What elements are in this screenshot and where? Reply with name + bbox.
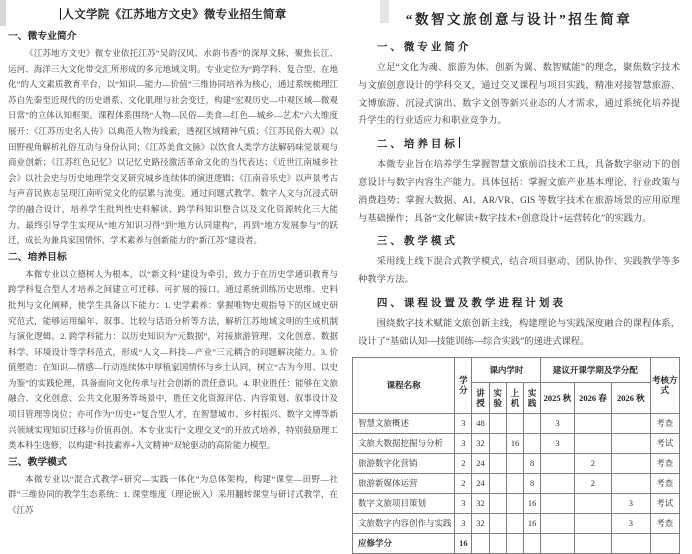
right-section-2-heading-text: 二、培养目标 xyxy=(376,139,458,151)
assessment-cell: 考试 xyxy=(650,433,679,453)
right-section-3-paragraph: 采用线上线下混合式教学模式，结合项目驱动、团队协作、实践教学等多种教学方法。 xyxy=(358,257,680,286)
course-name: 文旅数字内容创作与实践 xyxy=(353,513,455,533)
fall2026-credits-cell xyxy=(612,413,650,433)
fall2026-credits-cell: 3 xyxy=(612,513,650,533)
credits-cell: 3 xyxy=(455,513,472,533)
assessment-cell: 考查 xyxy=(650,453,679,473)
table-row-course-1 xyxy=(353,413,680,433)
fall2025-credits-cell: 3 xyxy=(541,413,574,433)
left-section-1-heading: 一、微专业简介 xyxy=(8,31,77,42)
table-row-total-credits xyxy=(353,533,680,553)
left-section-3-heading: 三、教学模式 xyxy=(8,456,67,468)
spring2026-credits-cell: 2 xyxy=(574,473,611,493)
experiment-hours-cell xyxy=(489,433,506,453)
table-row-course-3 xyxy=(353,453,680,473)
fall2026-credits-cell: 3 xyxy=(612,493,650,513)
lecture-hours-cell: 48 xyxy=(472,413,489,433)
page-gap-shadow xyxy=(380,0,389,23)
credits-cell: 2 xyxy=(455,453,472,473)
total-credits-value: 16 xyxy=(455,533,472,553)
practice-hours-cell xyxy=(524,433,541,453)
col-header-fall2026: 2026 秋 xyxy=(612,382,650,413)
left-section-1-paragraph: 《江苏地方文史》微专业依托江苏“吴韵汉风、水韵书香”的深厚文脉，聚焦长江、运河、海洋三大文化带交汇所形成的多元地域文明。专业定位为“跨学科、复合型、在地化”的人文素质教育平台，以“知识—能力—价值”三维协同培养为核心，通过系统梳理江苏自先秦至近现代的历史谱系、文化肌理与社会变迁，构建“宏观历史—中观区域—微观日常”的立体认知框架。课程体系围绕“人物—民俗—美食—红色—城乡—艺术”六大维度展开：《江苏历史名人传》以典范人物为线索，透视区域精神气质；《江苏民俗大观》以田野视角解析礼俗互动与身份认同；《江苏美食文脉》以饮食人类学方法解码味觉景观与商业创新；《江苏红色记忆》以记忆史路径激活革命文化的当代表达；《近世江南城乡社会》以社会史与历史地理学交叉研究城乡连续体的演进逻辑；《江南音乐史》以声景考古与声音民族志呈现江南听觉文化的层累与流变。通过问题式教学、数字人文与沉浸式研学的融合设计，培养学生批判性史料解读、跨学科知识整合以及文化资源转化三大能力。最终引导学生实现从“地方知识习得”到“地方认同建构”，再到“地方发展参与”的跃迁，成长为兼具家国情怀、学术素养与创新能力的“新江苏”建设者。 xyxy=(8,48,338,246)
credits-cell: 2 xyxy=(455,473,472,493)
col-header-course-name: 课程名称 xyxy=(353,357,455,413)
table-row-course-2 xyxy=(353,433,680,453)
lecture-hours-cell: 24 xyxy=(472,453,489,473)
right-doc-title: “数智文旅创意与设计”招生简章 xyxy=(405,12,633,27)
experiment-hours-cell xyxy=(489,453,506,473)
fall2026-credits-cell xyxy=(612,433,650,453)
practice-hours-cell xyxy=(524,413,541,433)
practice-hours-cell: 8 xyxy=(524,473,541,493)
table-row-course-4 xyxy=(353,473,680,493)
fall2025-credits-cell xyxy=(541,493,574,513)
fall2025-credits-cell xyxy=(541,513,574,533)
course-schedule-table[interactable] xyxy=(352,357,680,554)
assessment-cell: 考查 xyxy=(650,473,679,493)
assessment-cell: 考查 xyxy=(650,413,679,433)
credits-cell: 3 xyxy=(455,493,472,513)
col-header-assessment: 考核方式 xyxy=(650,357,679,413)
computer-hours-cell xyxy=(506,513,523,533)
page-left-document[interactable] xyxy=(0,0,346,517)
experiment-hours-cell xyxy=(489,513,506,533)
computer-hours-cell xyxy=(506,493,523,513)
page-right-document[interactable] xyxy=(346,0,692,549)
fall2026-credits-cell xyxy=(612,453,650,473)
spring2026-credits-cell xyxy=(574,433,611,453)
col-header-lecture: 讲授 xyxy=(472,382,489,413)
right-section-2-paragraph: 本微专业旨在培养学生掌握智慧文旅前沿技术工具，具备数字驱动下的创意设计与数字内容生产能力。具体包括：掌握文旅产业基本理论、行业政策与消费趋势；掌握大数据、AI、AR/VR、GIS 等数字技术在旅游场景的应用原理与基础操作；具备“文化解读+数字技术+创意设计+运营转化”的实践力。 xyxy=(358,160,680,224)
spring2026-credits-cell xyxy=(574,413,611,433)
col-header-experiment: 实验 xyxy=(489,382,506,413)
course-name: 智慧文旅概述 xyxy=(353,413,455,433)
course-name: 数字文旅项目策划 xyxy=(353,493,455,513)
computer-hours-cell: 16 xyxy=(506,433,523,453)
course-name: 旅游数字化营销 xyxy=(353,453,455,473)
experiment-hours-cell xyxy=(489,493,506,513)
practice-hours-cell: 16 xyxy=(524,513,541,533)
right-section-4-paragraph: 围绕数字技术赋能文旅创新主线，构建理论与实践深度融合的课程体系，设计了“基础认知—技能训练—综合实践”的递进式课程。 xyxy=(358,318,680,347)
fall2025-credits-cell: 3 xyxy=(541,433,574,453)
fall2025-credits-cell xyxy=(541,473,574,493)
assessment-cell: 考试 xyxy=(650,493,679,513)
left-section-3-paragraph: 本微专业以“混合式教学+研究—实践一体化”为总体架构，构建“课堂—田野—社群”三维协同的教学生态系统：1. 课堂维度（理论嵌入）采用翻转课堂与研讨式教学，在《江苏 xyxy=(8,473,338,516)
total-credits-label: 应修学分 xyxy=(353,533,455,553)
col-header-spring2026: 2026 春 xyxy=(574,382,611,413)
right-section-3-heading: 三、教学模式 xyxy=(376,236,458,248)
right-section-4-heading: 四、课程设置及教学进程计划表 xyxy=(376,297,566,309)
practice-hours-cell: 16 xyxy=(524,493,541,513)
table-row-course-5 xyxy=(353,493,680,513)
spring2026-credits-cell: 2 xyxy=(574,453,611,473)
left-doc-title-text: 人文学院《江苏地方文史》微专业招生简章 xyxy=(62,9,287,21)
lecture-hours-cell: 24 xyxy=(472,473,489,493)
left-section-2-paragraph: 本微专业以立德树人为根本，以“新文科”建设为牵引，致力于在历史学通识教育与跨学科复合型人才培养之间建立可迁移、可扩展的接口。通过系统训练历史思维、史料批判与文化阐释，使学生具备以下能力：1. 史学素养：掌握唯物史观指导下的区域史研究范式，能够运用编年、叙事、比较与话语分析等方法，解析江苏地域文明的生成机制与演化逻辑。2. 跨学科能力：以历史知识为“元数据”，对接旅游管理、文化创意、数据科学、环境设计等学科范式，形成“人文—科技—产业”三元耦合的问题解决能力。3. 价值塑造：在知识—情感—行动连续体中厚植家国情怀与乡土认同，树立“古为今用、以史为鉴”的实践伦理，具备面向文化传承与社会创新的责任意识。4. 职业胜任：能够在文旅融合、文化创意、公共文化服务等场景中，胜任文化资源评估、内容策划、叙事设计及项目管理等岗位；亦可作为“历史+”复合型人才，在智慧城市、乡村振兴、数字文博等新兴领域实现知识迁移与价值再创。本专业实行“文理交叉”的开放式培养，特别鼓励理工类本科生选修，以构建“科技素养+人文精神”双轮驱动的高阶能力模型。 xyxy=(8,268,338,451)
text-cursor xyxy=(459,137,460,148)
col-group-semesters: 建议开课学期及学分配 xyxy=(541,357,650,382)
computer-hours-cell xyxy=(506,473,523,493)
page-edge-shadow xyxy=(0,0,6,26)
spring2026-credits-cell xyxy=(574,513,611,533)
right-section-1-heading: 一、微专业简介 xyxy=(376,42,472,53)
credits-cell: 3 xyxy=(455,433,472,453)
col-header-practice: 实践 xyxy=(524,382,541,413)
col-header-credits: 学分 xyxy=(455,357,472,413)
computer-hours-cell xyxy=(506,453,523,473)
fall2025-credits-cell xyxy=(541,453,574,473)
credits-cell: 3 xyxy=(455,413,472,433)
col-header-computer: 上机 xyxy=(506,382,523,413)
col-header-fall2025: 2025 秋 xyxy=(541,382,574,413)
fall2026-credits-cell xyxy=(612,473,650,493)
lecture-hours-cell: 32 xyxy=(472,433,489,453)
practice-hours-cell: 8 xyxy=(524,453,541,473)
course-name: 文旅大数据挖掘与分析 xyxy=(353,433,455,453)
lecture-hours-cell: 32 xyxy=(472,493,489,513)
left-section-2-heading: 二、培养目标 xyxy=(8,251,67,263)
col-group-in-class-hours: 课内学时 xyxy=(472,357,541,382)
right-section-1-paragraph: 立足“文化为魂、旅游为体、创新为翼、数智赋能”的理念，聚焦数字技术与文旅创意设计的学科交叉，通过交叉课程与项目实践，精准对接智慧旅游、文博旅游、沉浸式演出、数字文创等新兴业态的人才需求，通过系统化培养提升学生的行业适应力和职业竞争力。 xyxy=(358,63,680,127)
computer-hours-cell xyxy=(506,413,523,433)
spring2026-credits-cell xyxy=(574,493,611,513)
table-row-course-6 xyxy=(353,513,680,533)
experiment-hours-cell xyxy=(489,473,506,493)
assessment-cell: 考查 xyxy=(650,513,679,533)
lecture-hours-cell: 32 xyxy=(472,513,489,533)
right-section-2-heading xyxy=(358,137,680,153)
course-name: 旅游新媒体运营 xyxy=(353,473,455,493)
left-doc-title xyxy=(8,6,338,22)
experiment-hours-cell xyxy=(489,413,506,433)
